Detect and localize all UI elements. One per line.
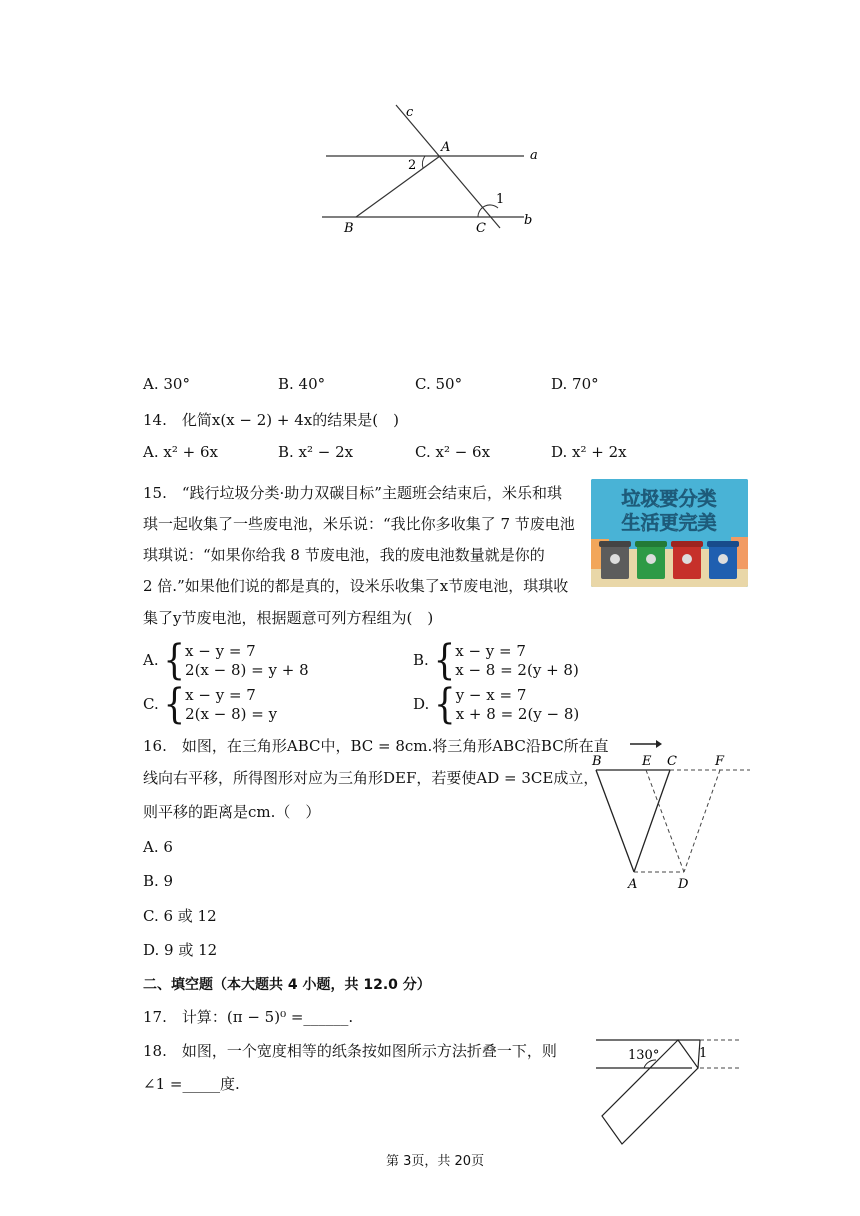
poster-line-2: 生活更完美 (621, 512, 717, 534)
q15-option-d-eq1: y − x = 7 (455, 686, 527, 704)
label-point-C: C (476, 221, 486, 236)
q14-option-c: C. x² − 6x (415, 443, 491, 461)
label-line-a: a (530, 148, 538, 163)
label-point-D: D (678, 877, 689, 892)
q16-line-3: 则平移的距离是cm.（ ） (143, 803, 321, 821)
q15-line-2: 琪一起收集了一些废电池，米乐说：“我比你多收集了 7 节废电池 (143, 515, 575, 533)
label-point-C: C (667, 754, 677, 769)
q14-stem: 14. 化简x(x − 2) + 4x的结果是( ) (143, 411, 399, 429)
label-line-b: b (524, 213, 533, 228)
poster-line-1: 垃圾要分类 (621, 488, 717, 510)
q15-option-a-eq2: 2(x − 8) = y + 8 (185, 661, 309, 679)
q15-option-d-label: D. (413, 695, 430, 713)
label-angle-2: 2 (408, 158, 417, 173)
q15-option-a: A. {x − y = 7 2(x − 8) = y + 8 (143, 637, 309, 685)
bin-green-icon (635, 541, 667, 579)
label-point-F: F (715, 754, 725, 769)
q15-option-b-eq2: x − 8 = 2(y + 8) (455, 661, 579, 679)
q14-option-a: A. x² + 6x (143, 443, 218, 461)
q15-option-c-eq2: 2(x − 8) = y (185, 705, 278, 723)
q13-option-a: A. 30° (143, 375, 190, 393)
bin-blue-icon (707, 541, 739, 579)
q15-option-c-eq1: x − y = 7 (185, 686, 256, 704)
q16-line-2: 线向右平移，所得图形对应为三角形DEF，若要使AD = 3CE成立， (143, 769, 599, 787)
figure-triangle-translation (588, 734, 758, 894)
q15-option-b-eq1: x − y = 7 (455, 642, 526, 660)
label-point-E: E (642, 754, 652, 769)
label-point-B: B (344, 221, 354, 236)
bin-gray-icon (599, 541, 631, 579)
q16-option-d: D. 9 或 12 (143, 941, 218, 959)
label-point-A: A (441, 140, 451, 155)
label-angle-130: 130° (628, 1048, 660, 1063)
bin-red-icon (671, 541, 703, 579)
q16-line-1: 16. 如图，在三角形ABC中，BC = 8cm.将三角形ABC沿BC所在直 (143, 737, 609, 755)
q15-option-d: D. {y − x = 7 x + 8 = 2(y − 8) (413, 681, 580, 729)
figure-folded-strip (592, 1030, 752, 1150)
label-point-A: A (628, 877, 638, 892)
q16-option-b: B. 9 (143, 872, 174, 890)
q15-option-a-label: A. (143, 651, 159, 669)
q16-option-c: C. 6 或 12 (143, 907, 217, 925)
q16-option-a: A. 6 (143, 838, 173, 856)
q13-option-b: B. 40° (278, 375, 326, 393)
label-angle-1: 1 (699, 1046, 708, 1061)
q15-line-5: 集了y节废电池，根据题意可列方程组为( ) (143, 609, 434, 627)
arrow-right-icon (630, 740, 662, 748)
q15-line-4: 2 倍.”如果他们说的都是真的，设米乐收集了x节废电池，琪琪收 (143, 577, 569, 595)
q15-option-a-eq1: x − y = 7 (185, 642, 256, 660)
q15-option-c: C. {x − y = 7 2(x − 8) = y (143, 681, 278, 729)
q13-option-c: C. 50° (415, 375, 463, 393)
q15-option-d-eq2: x + 8 = 2(y − 8) (455, 705, 580, 723)
q13-option-d: D. 70° (551, 375, 599, 393)
page-footer: 第 3页，共 20页 (386, 1154, 485, 1169)
q15-line-1: 15. “践行垃圾分类·助力双碳目标”主题班会结束后，米乐和琪 (143, 484, 562, 502)
q14-option-d: D. x² + 2x (551, 443, 627, 461)
section-fill-in-title: 二、填空题（本大题共 4 小题，共 12.0 分） (143, 977, 431, 993)
q15-option-c-label: C. (143, 695, 159, 713)
garbage-sorting-poster (591, 479, 748, 587)
q15-option-b: B. {x − y = 7 x − 8 = 2(y + 8) (413, 637, 579, 685)
label-point-B: B (592, 754, 602, 769)
q15-line-3: 琪琪说：“如果你给我 8 节废电池，我的废电池数量就是你的 (143, 546, 545, 564)
q17-text: 17. 计算：(π − 5)⁰ =______. (143, 1008, 354, 1026)
q18-line-2: ∠1 =_____度. (143, 1075, 240, 1093)
label-line-c: c (406, 105, 414, 120)
label-angle-1: 1 (496, 192, 505, 207)
q14-option-b: B. x² − 2x (278, 443, 354, 461)
q18-line-1: 18. 如图，一个宽度相等的纸条按如图所示方法折叠一下，则 (143, 1042, 557, 1060)
figure-parallel-lines (318, 100, 548, 240)
q15-option-b-label: B. (413, 651, 429, 669)
